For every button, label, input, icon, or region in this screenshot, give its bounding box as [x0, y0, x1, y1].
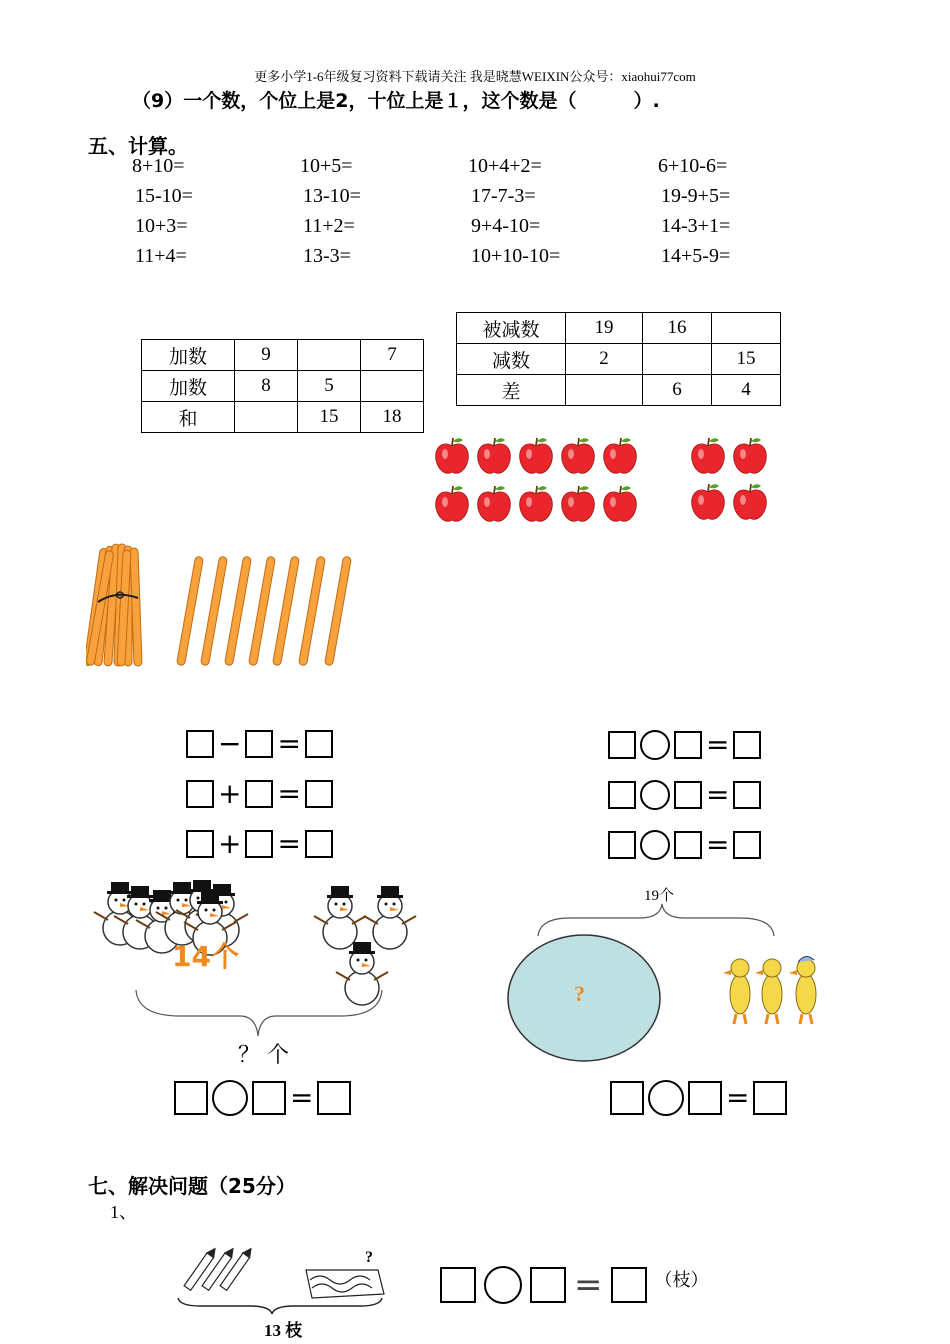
answer-box[interactable] [733, 831, 761, 859]
subtraction-table [456, 312, 781, 406]
table-cell[interactable] [361, 371, 424, 402]
answer-box[interactable] [608, 731, 636, 759]
calc-expression: 9+4-10= [471, 215, 541, 237]
table-cell: 15 [712, 344, 781, 375]
answer-box[interactable] [245, 780, 273, 808]
answer-box[interactable] [317, 1081, 351, 1115]
answer-box[interactable] [611, 1267, 647, 1303]
table-cell: 8 [235, 371, 298, 402]
answer-box[interactable] [733, 731, 761, 759]
equation-row-6 [608, 830, 761, 860]
equals-sign: = [706, 828, 730, 861]
table-cell[interactable] [298, 340, 361, 371]
apple-icon [732, 436, 768, 476]
equation-row-3 [186, 827, 333, 860]
operator-circle[interactable] [640, 830, 670, 860]
answer-box[interactable] [688, 1081, 722, 1115]
addition-table [141, 339, 424, 433]
table-row [142, 402, 424, 433]
apple-icon [476, 436, 512, 476]
pencils-illustration [170, 1240, 400, 1320]
ellipse-question: ? [574, 981, 585, 1006]
ellipse-ducks-illustration [500, 900, 850, 1080]
answer-box[interactable] [245, 830, 273, 858]
operator: + [218, 777, 242, 810]
equals-sign: = [277, 827, 301, 860]
equation-row-2 [186, 777, 333, 810]
equation-row-9 [440, 1266, 709, 1304]
apple-icon [690, 482, 726, 522]
equation-row-5 [608, 780, 761, 810]
answer-box[interactable] [186, 730, 214, 758]
table-cell[interactable] [566, 375, 643, 406]
calc-expression: 8+10= [132, 155, 185, 177]
calc-expression: 10+5= [300, 155, 353, 177]
answer-box[interactable] [674, 731, 702, 759]
ellipse-total-label: 19个 [644, 888, 675, 904]
table-cell: 19 [566, 313, 643, 344]
table-cell: 加数 [142, 340, 235, 371]
answer-box[interactable] [674, 831, 702, 859]
calc-expression: 11+2= [303, 215, 355, 237]
equation-row-7 [174, 1080, 351, 1116]
table-cell: 5 [298, 371, 361, 402]
equals-sign: = [277, 777, 301, 810]
pencil-icon [184, 1246, 254, 1290]
operator-circle[interactable] [484, 1266, 522, 1304]
answer-box[interactable] [245, 730, 273, 758]
table-cell: 7 [361, 340, 424, 371]
apple-icon [560, 436, 596, 476]
answer-box[interactable] [753, 1081, 787, 1115]
answer-box[interactable] [174, 1081, 208, 1115]
table-cell: 差 [457, 375, 566, 406]
equation-row-1 [186, 727, 333, 760]
table-cell: 和 [142, 402, 235, 433]
apple-icon [518, 484, 554, 524]
apple-icon [602, 436, 638, 476]
calc-expression: 14+5-9= [661, 245, 731, 267]
answer-box[interactable] [608, 831, 636, 859]
stick-bundle-icon [86, 544, 142, 666]
apple-icon [434, 484, 470, 524]
equation-row-8 [610, 1080, 787, 1116]
calc-expression: 10+4+2= [468, 155, 542, 177]
table-row [142, 371, 424, 402]
answer-box[interactable] [305, 780, 333, 808]
calc-expression: 17-7-3= [471, 185, 536, 207]
calc-expression: 10+10-10= [471, 245, 561, 267]
table-row [457, 375, 781, 406]
brace-icon [136, 990, 382, 1036]
answer-box[interactable] [610, 1081, 644, 1115]
equals-sign: = [726, 1081, 750, 1114]
answer-box[interactable] [305, 830, 333, 858]
equals-sign: = [706, 778, 730, 811]
table-cell: 加数 [142, 371, 235, 402]
table-row [457, 313, 781, 344]
equation-row-4 [608, 730, 761, 760]
calc-expression: 14-3+1= [661, 215, 731, 237]
equals-sign: = [290, 1081, 314, 1114]
operator-circle[interactable] [640, 730, 670, 760]
snowmen-question: ？ 个 [238, 1043, 289, 1068]
section-5-title: 五、计算。 [88, 134, 188, 158]
table-cell: 2 [566, 344, 643, 375]
table-row [457, 344, 781, 375]
answer-box[interactable] [186, 830, 214, 858]
calc-expression: 13-3= [303, 245, 351, 267]
table-cell: 减数 [457, 344, 566, 375]
apple-icon [690, 436, 726, 476]
table-cell: 6 [643, 375, 712, 406]
equals-sign: = [574, 1265, 603, 1305]
snowman-icon [94, 880, 416, 1005]
table-cell[interactable] [712, 313, 781, 344]
equals-sign: = [706, 728, 730, 761]
table-cell[interactable] [235, 402, 298, 433]
sticks-illustration [86, 540, 376, 675]
equals-sign: = [277, 727, 301, 760]
answer-box[interactable] [530, 1267, 566, 1303]
answer-box[interactable] [186, 780, 214, 808]
answer-box[interactable] [252, 1081, 286, 1115]
answer-box[interactable] [608, 781, 636, 809]
question-9: （9）一个数，个位上是2，十位上是１，这个数是（ ）. [132, 90, 660, 112]
table-cell: 16 [643, 313, 712, 344]
single-sticks-icon [177, 556, 352, 666]
table-row [142, 340, 424, 371]
apple-icon [602, 484, 638, 524]
calc-expression: 10+3= [135, 215, 188, 237]
calc-expression: 6+10-6= [658, 155, 728, 177]
apple-icon [518, 436, 554, 476]
operator-circle[interactable] [648, 1080, 684, 1116]
answer-box[interactable] [440, 1267, 476, 1303]
operator: − [218, 727, 242, 760]
table-cell: 15 [298, 402, 361, 433]
calc-expression: 13-10= [303, 185, 361, 207]
table-cell: 被减数 [457, 313, 566, 344]
snowmen-illustration [90, 870, 440, 1040]
answer-box[interactable] [305, 730, 333, 758]
section-7-title: 七、解决问题（25分） [88, 1174, 296, 1198]
answer-box[interactable] [733, 781, 761, 809]
answer-box[interactable] [674, 781, 702, 809]
apple-icon [476, 484, 512, 524]
total-pencils-label: 13 枝 [264, 1321, 303, 1340]
brace-icon [178, 1298, 382, 1314]
operator: + [218, 827, 242, 860]
table-cell: 4 [712, 375, 781, 406]
pencil-box-icon [306, 1270, 384, 1298]
pencil-box-unknown: ? [365, 1249, 373, 1266]
apple-icon [434, 436, 470, 476]
page-header: 更多小学1-6年级复习资料下载请关注 我是晓慧WEIXIN公众号：xiaohui77com [254, 69, 696, 84]
table-cell: 18 [361, 402, 424, 433]
brace-icon [538, 904, 774, 936]
duck-icon [723, 956, 816, 1024]
operator-circle[interactable] [212, 1080, 248, 1116]
problem-1-number: 1、 [110, 1202, 137, 1222]
snowmen-count: 14个 [172, 940, 239, 973]
calc-expression: 11+4= [135, 245, 187, 267]
table-cell[interactable] [643, 344, 712, 375]
operator-circle[interactable] [640, 780, 670, 810]
apple-icon [560, 484, 596, 524]
apple-icon [732, 482, 768, 522]
table-cell: 9 [235, 340, 298, 371]
unit-label: （枝） [654, 1270, 709, 1291]
calc-expression: 15-10= [135, 185, 193, 207]
calc-expression: 19-9+5= [661, 185, 731, 207]
